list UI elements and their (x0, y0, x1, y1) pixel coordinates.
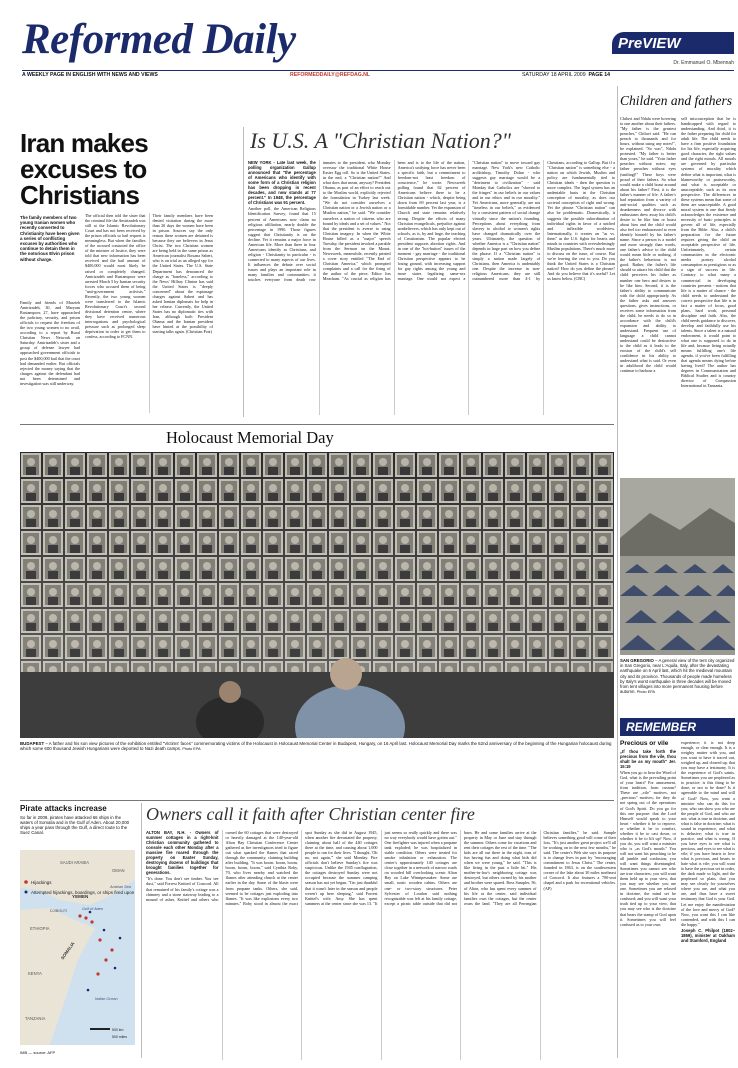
map-label-oman: OMAN (112, 868, 125, 873)
remember-heading: Precious or vile (620, 740, 669, 747)
iran-headline: Iran makes excuses to Christians (20, 130, 148, 210)
dateline (430, 71, 610, 79)
children-col1: Chiluvi and Ndalu were hovering to one another about their fathers. "My father is the greatest preacher," Chiluvi said. "He can preach to thousands and for hours, without using any notes!", he explained. "So was", Ndalu protested. "My father is better than yours," he said. "Your father preaches without notes; my father preaches without eyes (smiling)!" These boys were proud of their fathers. So what would make a child boast around about his father? First, it is the father's manner of life. A father's bad reputation from a variety of anti-social qualities such as drunkenness and divorce with enthusiasm drew away his child's desire to be like him or boast about him and the child would also feel too embarrassed to even identify himself by his father's name. Since a person is a model and more strongly than words, one father's advice to the child would mean little or nothing, if the father's behaviour is not good. Rather, the father's life should so attract his child that the child perceives his father as number one hero and desires to be like him. Second, it is the father's ability to communicate with the child appropriately. As the father asks and answers questions, gives instructions, or receives some information from the child, he needs to do so in accordance with the child's expansion and ability to understand. Frequent use of language a child cannot understand could be destructive to the child as it leads to the erosion of the child's self confidence in his ability to understand what is said. Or even in adulthood the child would continue to harbour a (620, 116, 676, 374)
tent-city-art (620, 478, 735, 655)
remember-label: REMEMBER (626, 720, 697, 734)
san-gregorio-caption (620, 658, 735, 714)
remember-text1: When you go to hear the Word of God, what is the prevailing point of your heart? For amusement, from tradition, from custom? These are „vile" motives, not „precious" motives; for they do not spring out of the operations of God's Spirit. Do you go for this one purpose: that the Lord Himself would speak to your heart - whether it be to reprove, or whether it be to comfort, whether it be to cast down, or whether it be to lift up? Now, if you do, you will want a minister who is „as God's mouth." You will not want his preaching to be all jumble and confusion; you will want things disentangled. Sometimes you cannot see who are true characters; you will want them held up to your view, that you may see whether you are one. Sometimes you are relaxed in doctrine, the mind set be confused; and you will want your truth tied up to your view, that you may see who is the doctrine that bears the stamp of God upon it. Sometimes you will feel confused as to your own (620, 770, 676, 927)
section-rule (20, 424, 614, 425)
map-credit: IMB — source: AFP (20, 1050, 56, 1055)
map-label-gulf: Gulf of Aden (82, 907, 103, 911)
remember-col2 (681, 740, 735, 1060)
masthead-logo: Reformed Daily (22, 16, 296, 63)
issue-date: SATURDAY 18 APRIL 2009 (522, 72, 586, 78)
owners-body (146, 830, 616, 1060)
children-headline: Children and fathers (620, 93, 733, 108)
pirates-map-art (20, 850, 135, 1045)
holocaust-photo (20, 452, 614, 738)
remember-text2: experience; it is not deep enough, or clear enough. It is a weighty matter with you, and you want to have it traced out, weighed up, and cleared up, that you may have a testimony. It is the experience of God's saints. Sometimes you are perplexed as to practice: is this thing to be done, or not to be done? Is it agreeable to the mind and will of God? Now, you want a minister who can do this for you; who can show you who are the people of God, and who are not; what is true in doctrine, and what is false in doctrine; what is sound in experience, and what is delusive; what is true in practice, and what is wrong. If you have eyes to see what is precious, and eyes to see what is vile; if you have hearts to love what is precious, and hearts to hate what is vile; you will want to have the precious set in order, the dark made so light, and the perplexed so plain, that you may see clearly for yourselves where you are, and what you are, and thus have a sweet testimony that God is your God. Let me enjoy the manifestation of the love and mercy of God? Now, you want this I can like contended, and with this I can die happy." (681, 740, 735, 927)
remember-col1 (620, 740, 676, 1060)
holocaust-caption-place: BUDAPEST (20, 741, 45, 746)
us-body (248, 160, 615, 415)
contact-email[interactable]: REFORMEDDAILY@REFDAG.NL (290, 72, 371, 78)
san-gregorio-text: – A general view of the tent city organized in San Gregorio, near L'Aquila, Italy, after the devastating earthquake on 6 April last, which hit the medieval mountain city and its province. Thousands of people made homeless by Italy's worst earthquake in three decades will be moved from tent villages into more permanent housing before autumn. (620, 658, 735, 695)
pirates-headline: Pirate attacks increase (20, 804, 107, 813)
tagline: A WEEKLY PAGE IN ENGLISH WITH NEWS AND VIEWS (22, 72, 158, 78)
page-number: PAGE 14 (588, 72, 610, 78)
holocaust-caption (20, 741, 614, 759)
pirates-dek: So far in 2009, pirates have attacked 66 ships in the waters of Somalia and in the Gulf of Aden. About 20,000 ships a year pass through the Gulf, a direct route to the Suez Canal. (20, 815, 130, 836)
san-gregorio-place: SAN GREGORIO (620, 658, 654, 663)
map-label-indian: Indian Ocean (95, 997, 118, 1001)
owners-lead: ALTON BAY, N.H. - Owners of summer cottages in a right-knit Christian community gathered to console each other Monday after a massive fire roared through the property on Easter Sunday, destroying dozens of buildings that brought families together for generations. (146, 830, 219, 876)
scale-miles: 500 miles (112, 1035, 127, 1039)
iran-col2 (85, 213, 213, 413)
owners-headline: Owners call it faith after Christian center fire (146, 804, 475, 824)
iran-col2-text: The official then told the sister that the criminal file the Amirizadeh was still at the Islamic Revolutionary Court and has not been received by the prison officials so bail request is meaningless. But when the families of the accused contacted the office of the minister of Justice, they were told that new information has been received and the bail amount of $400,000 would most likely be raised or completely changed. Amirizadeh and Rustampoor were arrested March 5 by Iranian security forces who accused them of being "anti-government activists." Recently, the two young women were transferred to the Islamic Revolutionary Court's second divisional detention centre, where they have received numerous interrogations and psychological pressure such as prolonged sleep deprivation in order to get them to confess, according to FCNN. (85, 213, 146, 340)
owners-text: "It's done. You don't see timber. You see dust," said Forrest Knitted of Concord. All that remained of his family's cottage was a chimney and a stone stairway leading to a mound of ashes. Knittel and others who owned the 60 cottages that were destroyed or heavily damaged at the 140-year-old Alton Bay Christian Conference Center gathered as fire investigators tried to figure out what sparked the flames that raced through the community, claiming building after building. "It was boom, boom, boom, boom, boom, boom," said Cynthia Roby, 70, who lives nearby and watched the flames after attending church at the center earlier in the day. Some of the blasts were from propane tanks. Others, she said, seemed to be cottages just exploding into flames. "It was like explosions every two minutes." Roby stood in almost the exact spot Sunday as she did in August 1945, when another fire devastated the property, claiming about half of the 440 cottages there at the time, and causing about 1,000 people to run for their lives. "I thought, 'Oh no, not again,'" she said Monday. Fire officials don't believe Sunday's fire was suspicious. Unlike the 1945 conflagration, the cottages destroyed Sunday were not occupied because the summer camping season has not yet begun. "I'm just thankful that it wasn't later in the season and people weren't up here sleeping," said Forrest Knittel's wife, Amy. She has spent summers at the center since she was 13. "It just seems so really quickly and there was no way everybody would have gotten out." One firefighter was injured when a propane tank exploded; he was hospitalized in stable condition. Others were treated for smoke inhalation or exhaustion. The center's approximately 140 cottages are close together in a network of narrow roads on wooded hill overlooking scenic Alton Bay on Lake Winnipesaukee. Some are small, rustic wooden cabins. Others are one- or two-story structures. Peter Sylvester of Loudon said nothing recognizable was left at his family cottage, except a picnic table outside that did not burn. He and some families arrive at the property in May or June and stay through the summer. Others come for vacations and rent their cottages the rest of the time. "The kids are all out there in the night, tons of fun having fun and doing what kids did when we were young," he said. "This is like living in the past a little bit." His mother-in-law's neighboring cottage was destroyed, but others owned by his mother and brother were spared. Ross Sampler, 56, of Alton, who has spent every summer of his life at the center, said individual families own the cottages, but the center owns the land. "They are all Perrrngian Christian families," he said. Sample believes something good will come of their loss. "It's just another great project we'll all be working on in the next few months," he said. The center's Web site says its purpose is to change lives in part by "encouraging commitment to Jesus Christ." The center, founded in 1863, is on the southwestern corner of the lake about 30 miles northeast of Concord. It also features a 700-seat chapel and a park for recreational vehicles. (AP) (146, 830, 616, 906)
preview-label: PreVIEW (618, 35, 681, 52)
iran-col3-text: Their family members have been denied visitation during the more than 20 days the women have been in prison. Sources say the only reason these women are detained is because they are believers in Jesus Christ. The two Christian women are being held in the same prison as American journalist Roxana Saberi, who is on trial as an alleged spy for the United States. The U.S. State Department has denounced the charge as "baseless," according to the News' Hillary Clinton has said the United States is "deeply concerned" about the espionage charges against Saberi and has asked Iranian diplomats for help in her release. Currently, the United States has no diplomatic ties with Iran, although both President Obama and the Iranian president have hinted at the possibility of starting talks again. (Christian Post) (152, 213, 213, 335)
preview-author: Dr. Emmanuel O. Mbennah (673, 60, 734, 66)
us-text: Another poll, the American Religious Identification Survey, found that 15 percent of Americans now claim no religious affiliation, nearly double the percentage in 1990. Those figures suggest that Christianity is on the decline. Yet it remains a major force in American life. More than three in four Americans identify as Christians, and religion - Christianity in particular - is connected to many aspects of our lives. It influences the debate over social issues and plays an important role in many families and communities; it touches everyone from death row inmates to the president, who Monday oversaw the traditional White House Easter Egg roll. So is the United States, in the end, a "Christian nation?" And what does that mean, anyway? President Obama, as part of an effort to reach out to the Muslim world, explicitly rejected the formulation in Turkey last week. "We do not consider ourselves a Christian nation or a Jewish nation or a Muslim nation," he said. "We consider ourselves a nation of citizens who are bound by ideals and a set of values." Not that the president is averse to using Christian imagery. In when the White House billed as a "major" speech Tuesday, the president invoked a parable from the Sermon on the Mount. Newsweek, meanwhile, recently printed a cover story entitled "The End of Christian America," which prompted complaints and a call for the firing of the author of the piece, Editor Jon Meacham. "As crucial as religion has been and is to the life of the nation, America's unifying force has never been a specific faith, but a commitment to freedom-not least freedom of conscience," he wrote. Newsweek polling found that 62 percent of Americans believe there to be a Christian nation - which, despite being down from 69 percent last year, is a formidable number. Yet the expansion of Church and state remains relatively strong. Despite the efforts of many Christian evangelicals, prejudice against nonbelievers, which has only kept out of schools, as is, by and large, the teaching of Creationism. The popular elected president supports abortion rights. And in one of the "hot-button" issues of the moment - gay marriage - the traditional Christian perspective appears to be losing ground, with increasing support for gay rights among the young and more states legalizing same-sex marriage. One would not expect a "Christian nation" to move toward gay marriage. New York's new Catholic archbishop, Timothy Dolan - who suggests gay marriage would be a "detriment to civilization" - said Monday that Catholics are "shoved to the fringes" in our beliefs in our values and in our ethics and in our morality." Yet Americans, more generally, are not "timeless in our beliefs," as evidenced by a consistent pattern of social change virtually since the nation's founding. Perceptions about everything from slavery to alcohol to women's rights have changed dramatically over the years. Ultimately, the question of whether America is a "Christian nation" depends in large part on how you define the phrase. If a "Christian nation" is simply a nation made largely of Christians, then America is undeniably one. Despite the increase in non-religious Americans, they are still outnumbered more than 4-1 by Christians, according to Gallup. But if a "Christian nation" is something else - a nation on which Jewish, Muslim and policy are fundamentally tied to Christian ideals - then the question is more complex. The legal system has an undeniable basis in the Christian conception of morality, as does our societal conception of right and wrong. Yet the phrase "Christian nation" can also be problematic. Domestically, it suggests the possible subordination of individual rights in favor of a unified and inflexible worldview. Internationally, it creates an "us vs. them" as the U.S. fights for hearts and minds in countries with overwhelmingly Muslim populations. There's much more to discuss on the issue, of course. But we're leaving the rest to you. Do you think the United States is a Christian nation? How do you define the phrase? And do you believe that it's useful? Let us know below. (CBC) (248, 160, 615, 283)
iran-body: Family and friends of Marzieh Amirizadeh, 30, and Maryam Rustampoor, 27, have approached the judiciary, security, and prison officials to request the freedom of the two young women to no avail, according to a report by Rural Christian News Network on Saturday. Amirizadeh's sister and a group of defense lawyer had approached government officials to post the $400,000 bail that the court had demanded earlier. But officials rejected the money saying that the charges against the defendant had not been determined and investigation was still underway. (20, 300, 80, 386)
map-label-ethiopia: ETHIOPIA (30, 926, 50, 931)
section-rule-2 (20, 800, 614, 801)
map-label-djibouti: DJIBOUTI (50, 909, 68, 913)
legend-hijackings: Hijackings (31, 880, 52, 885)
legend-attempts: Attempted hijackings, boardings, or ships fired upon (31, 890, 135, 895)
remember-author: Joseph C. Philpot (1802–1869), minister at Oakham and Stamford, England (681, 927, 735, 943)
map-label-yemen: YEMEN (72, 894, 89, 899)
holocaust-caption-text: – A father and his son view pictures of the exhibition entitled "Victims' faces" commemorating victims of the Holocaust in Holocaust Memorial Center in Budapest, Hungary, on 16 April last. Holocaust Memorial Day marks the 62nd anniversary of the beginning of the Hungarian holocaust during which some 600 thousand Jewish Hungarians were deported to Nazi death camps. (20, 741, 612, 752)
san-gregorio-photo (620, 478, 735, 655)
iran-deck: The family members of two young Iranian women who recently converted to Christianity have been given a series of conflicting excuses by authorities who continue to detain them in the notorious Elvin prison without charge. (20, 215, 80, 262)
remember-verse: „If thou take forth the precious from the vile, thou shalt be as my mouth" Jer. 15:19 (620, 749, 676, 770)
us-lead: NEW YORK - Late last week, the polling organization Gallup announced that "the percentage of Americans who identify with some form of a Christian religion has been dropping in recent decades, and now stands at 77 percent." In 1948, the percentage of Christians was 91 percent. (248, 160, 316, 206)
holocaust-photo-art (20, 452, 614, 738)
children-col2: self misconception that he is handicapped with regard to understanding. And third, it is the father preparing his child for adult life. The child needs to have a firm positive foundation for his life, especially acquiring good character, the right values and the right morals. All morals are governed by particular systems of morality which define what is important, what is blameworthy or praiseworthy, and what is acceptable or unacceptable, such as its own perspective. The differences in these systems mean that some of them are unacceptable. A good moral system is one that firmly acknowledges the existence and necessity of basic principles to govern all of life, especially from the Bible. Also, a child's preparation for the future requires giving the child an acceptable perspective of life. Unfortunately, certain communities in the electronic media portray alcohol consumption as prestigious or as a sign of success in life. Contrary to what many a commercial in developing countries presents - notions that life is a matter of chance - the child needs to understand the correct perspective that life is in fact a matter of focus, good plans, hard work, personal discipline and faith. Also, the child needs guidance to discover, develop and faithfully use his talents. Since a talent is a natural endowment, it would point to what one is supposed to do in life and, because living actually means fulfilling one's life agenda, if you've been fulfilling that agenda means dying before having lived! The author has degrees in Communication and Biblical Studies and is country director of Compassion International in Tanzania. (681, 116, 736, 389)
scale-km: 500 km (112, 1028, 124, 1032)
pirates-map (20, 850, 135, 1045)
divider-2 (141, 803, 142, 1058)
map-label-somalia: SOMALIA (59, 940, 76, 961)
divider (243, 127, 244, 417)
map-label-sea: Arabian Sea (110, 885, 131, 889)
holocaust-title: Holocaust Memorial Day (166, 429, 334, 447)
map-label-kenya: KENYA (28, 971, 42, 976)
sidebar-divider (617, 86, 618, 1058)
holocaust-photo-credit: Photo EPA (182, 747, 201, 752)
us-headline: Is U.S. A "Christian Nation?" (250, 128, 511, 153)
san-gregorio-credit: Photo EPA (636, 690, 656, 695)
map-label-tanzania: TANZANIA (25, 1016, 46, 1021)
map-label-saudi: SAUDI ARABIA (60, 860, 90, 865)
